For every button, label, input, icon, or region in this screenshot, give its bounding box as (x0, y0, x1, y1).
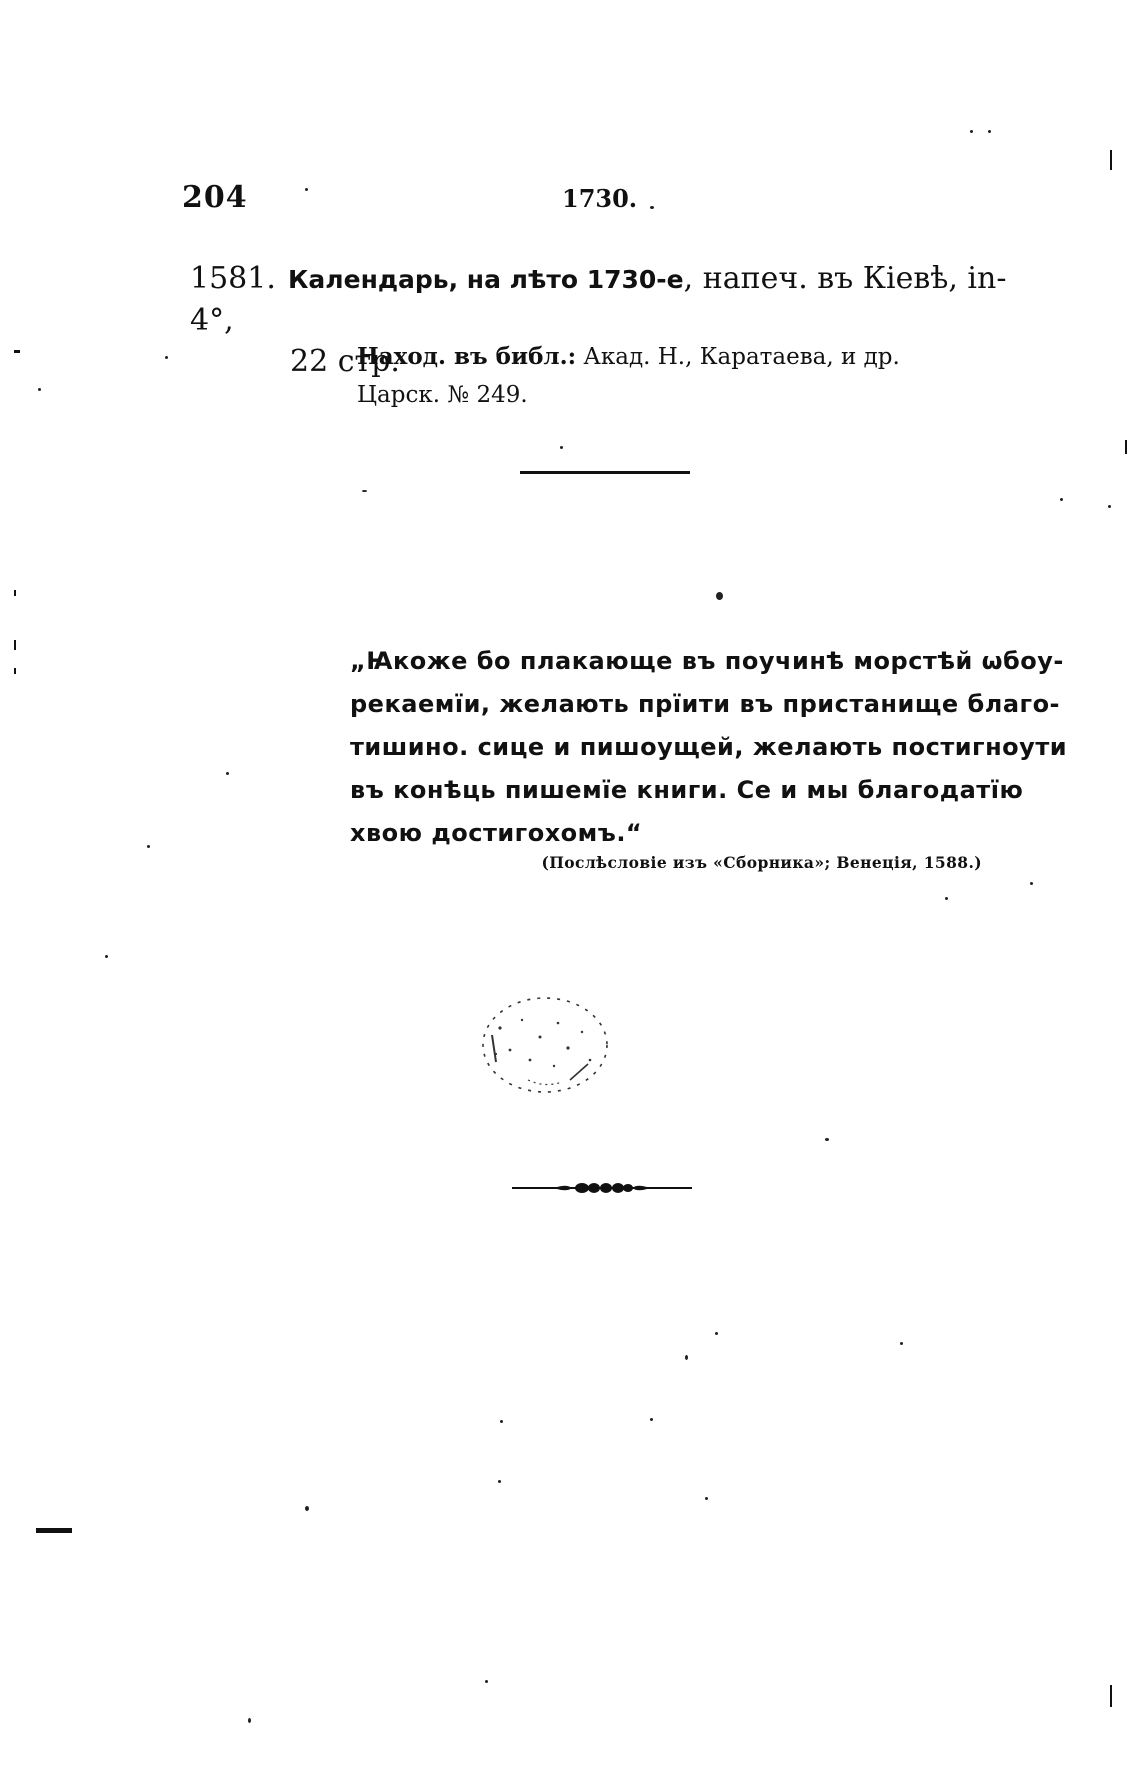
scan-speck (650, 1418, 653, 1421)
quote-attribution: (Послѣсловіе изъ «Сборника»; Венеція, 1588.) (541, 853, 982, 872)
scan-speck (988, 130, 991, 133)
scan-speck (248, 1718, 251, 1723)
entry-location-note (357, 338, 1057, 414)
scan-speck (900, 1342, 903, 1345)
entry-publication: , напеч. въ Кіевѣ, in-4°, (190, 261, 1007, 338)
scan-speck (715, 1332, 718, 1335)
tailpiece-ornament-icon (512, 1180, 692, 1196)
scan-speck (498, 1480, 501, 1483)
scan-speck (147, 845, 150, 848)
scan-speck (105, 955, 108, 958)
entry-number: 1581. (190, 261, 276, 296)
scan-speck (716, 592, 723, 600)
quote-line: хвою достигохомъ.“ (350, 819, 643, 847)
scan-edge-mark (14, 350, 20, 353)
scan-speck (500, 1420, 503, 1423)
quote-line: тишино. сице и пишоущей, желають постигноути (350, 733, 1068, 761)
location-label: Наход. въ библ.: (357, 343, 577, 370)
scan-edge-mark (36, 1528, 72, 1533)
scan-speck (560, 446, 563, 449)
scan-speck (38, 388, 41, 391)
scan-speck (685, 1355, 688, 1360)
scan-edge-mark (1110, 150, 1112, 170)
scan-edge-mark (1110, 1685, 1112, 1707)
scan-speck (945, 897, 948, 900)
scan-edge-mark (14, 640, 16, 650)
scan-speck (825, 1138, 829, 1141)
scan-speck (226, 772, 229, 775)
catalog-reference: Царск. № 249. (357, 382, 528, 408)
scan-speck (485, 1680, 488, 1683)
scan-edge-mark (1125, 440, 1127, 454)
scan-speck (362, 490, 367, 492)
scan-speck (165, 356, 168, 359)
scan-speck (970, 130, 973, 133)
entry-pages: 22 стр. (290, 344, 400, 379)
library-stamp-icon (470, 990, 620, 1100)
quote-line: „Ꙗкоже бо плакающе въ поучинѣ морстѣй ѡбоу- (350, 647, 1064, 675)
location-text: Акад. Н., Каратаева, и др. (576, 344, 900, 370)
page-number: 204 (182, 180, 248, 215)
section-divider (520, 471, 690, 474)
scan-speck (305, 188, 308, 191)
scan-edge-mark (14, 668, 16, 674)
scan-speck (650, 206, 654, 209)
scan-speck (705, 1497, 708, 1500)
running-head (182, 180, 782, 220)
quote-line: въ конѣць пишемїе книги. Се и мы благодатїю (350, 776, 1024, 804)
quote-line: рекаемїи, желають прїити въ пристанище благо- (350, 690, 1061, 718)
running-head-year: 1730. (562, 184, 638, 213)
epigraph-quote (350, 640, 1068, 855)
entry-title: Календарь, на лѣто 1730-е (288, 265, 684, 294)
scan-edge-mark (14, 590, 16, 596)
scan-speck (305, 1506, 309, 1511)
scan-speck (1108, 505, 1111, 508)
scan-speck (1060, 498, 1063, 501)
scan-speck (1030, 882, 1033, 885)
